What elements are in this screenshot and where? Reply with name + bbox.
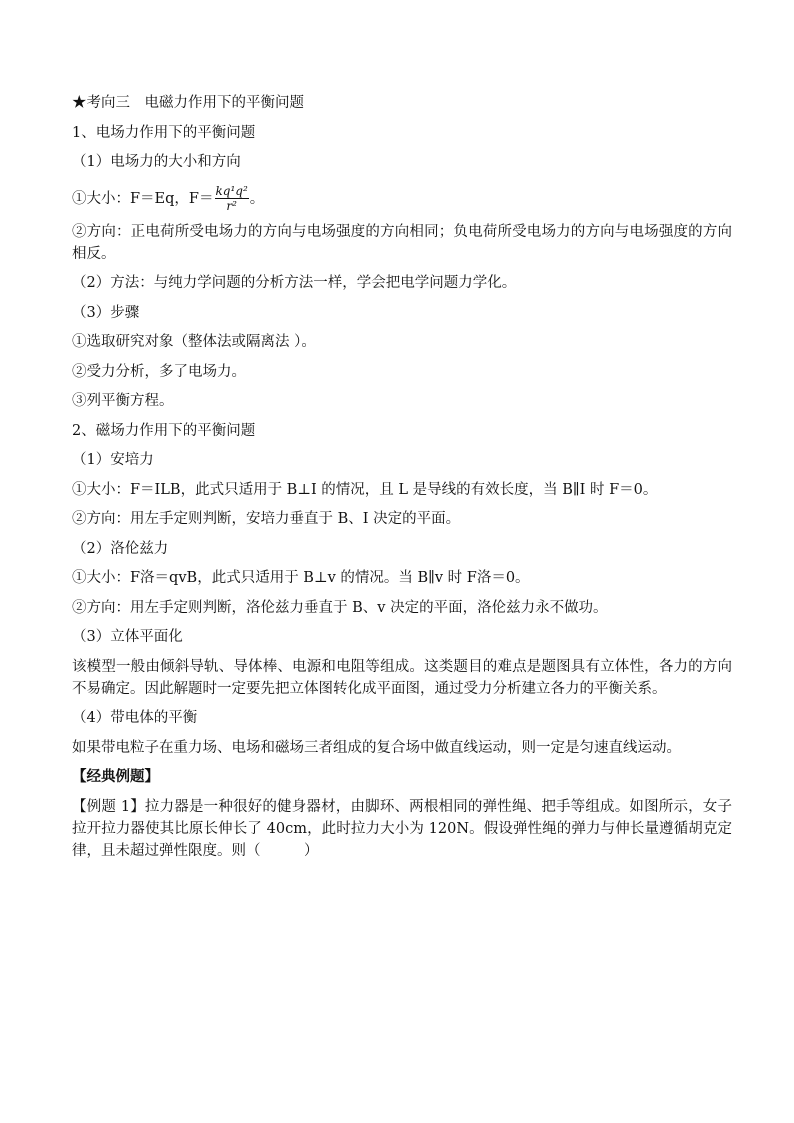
step-3: ③列平衡方程。 (72, 393, 174, 409)
step-1: ①选取研究对象（整体法或隔离法 ）。 (72, 334, 316, 350)
ampere-magnitude: ①大小：F＝ILB，此式只适用于 B⊥I 的情况，且 L 是导线的有效长度，当 B∥I 时 F＝0。 (72, 481, 658, 498)
lorentz-magnitude: ①大小：F洛＝qvB，此式只适用于 B⊥v 的情况。当 B∥v 时 F洛＝0。 (72, 570, 530, 586)
charged-body-paragraph: 如果带电粒子在重力场、电场和磁场三者组成的复合场中做直线运动，则一定是匀速直线运动。 (72, 739, 681, 756)
ampere-direction: ②方向：用左手定则判断，安培力垂直于 B、I 决定的平面。 (72, 511, 461, 527)
subsection-2-4: （4）带电体的平衡 (72, 710, 198, 726)
coulomb-fraction (215, 184, 249, 213)
subsection-1-2: （2）方法：与纯力学问题的分析方法一样，学会把电学问题力学化。 (72, 275, 517, 291)
lorentz-direction: ②方向：用左手定则判断，洛伦兹力垂直于 B、v 决定的平面，洛伦兹力永不做功。 (72, 599, 608, 616)
subsection-2-2: （2）洛伦兹力 (72, 540, 169, 557)
section-2-title: 2、磁场力作用下的平衡问题 (72, 422, 256, 439)
document-page (72, 92, 732, 869)
section-1-title: 1、电场力作用下的平衡问题 (72, 124, 256, 141)
formula-prefix: ①大小：F＝Eq，F＝ (72, 190, 214, 207)
direction-paragraph: ②方向：正电荷所受电场力的方向与电场强度的方向相同；负电荷所受电场力的方向与电场强度的方向相反。 (72, 223, 732, 262)
classic-examples-heading: 【经典例题】 (72, 768, 159, 785)
fraction-numerator: kq¹q² (215, 184, 248, 198)
step-2: ②受力分析，多了电场力。 (72, 363, 246, 380)
section-heading: ★考向三 电磁力作用下的平衡问题 (72, 95, 304, 111)
subsection-1-1: （1）电场力的大小和方向 (72, 154, 241, 170)
fraction-denominator: r² (226, 199, 237, 213)
subsection-2-1: （1）安培力 (72, 452, 154, 468)
subsection-2-3: （3）立体平面化 (72, 629, 183, 645)
formula-line (72, 181, 732, 217)
formula-suffix: 。 (249, 190, 265, 207)
subsection-1-3: （3）步骤 (72, 304, 140, 321)
example-1: 【例题 1】拉力器是一种很好的健身器材，由脚环、两根相同的弹性绳、把手等组成。如图所示，女子拉开拉力器使其比原长伸长了 40cm，此时拉力大小为 120N。假设弹性绳的弹力与伸长量遵循胡克定律，且未超过弹性限度。则（ ） (72, 798, 732, 859)
model-paragraph: 该模型一般由倾斜导轨、导体棒、电源和电阻等组成。这类题目的难点是题图具有立体性，各力的方向不易确定。因此解题时一定要先把立体图转化成平面图，通过受力分析建立各力的平衡关系。 (72, 658, 732, 697)
